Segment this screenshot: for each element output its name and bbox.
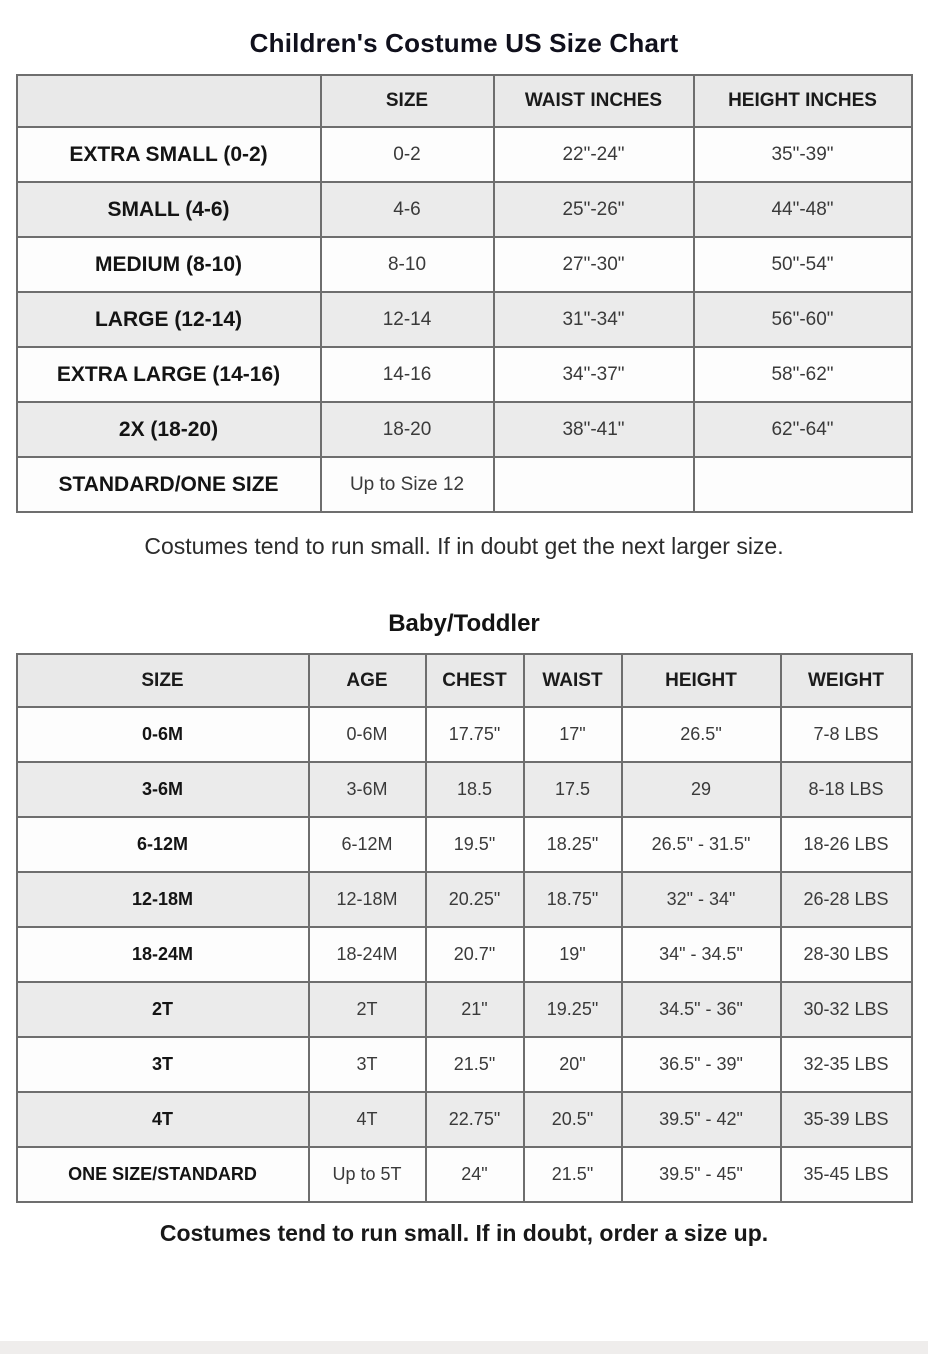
data-cell: 30-32 LBS bbox=[781, 982, 912, 1037]
data-cell: 21" bbox=[426, 982, 524, 1037]
row-label-cell: 6-12M bbox=[17, 817, 309, 872]
data-cell: 17" bbox=[524, 707, 622, 762]
data-cell: 18.75" bbox=[524, 872, 622, 927]
baby-toddler-table-header bbox=[17, 654, 912, 707]
data-cell: Up to 5T bbox=[309, 1147, 426, 1202]
table-row bbox=[17, 237, 912, 292]
table-row bbox=[17, 982, 912, 1037]
data-cell: 27"-30" bbox=[494, 237, 694, 292]
baby-toddler-table bbox=[16, 653, 913, 1203]
data-cell: 6-12M bbox=[309, 817, 426, 872]
data-cell: 56"-60" bbox=[694, 292, 912, 347]
row-label-cell: 2X (18-20) bbox=[17, 402, 321, 457]
data-cell: 35-45 LBS bbox=[781, 1147, 912, 1202]
data-cell: 39.5" - 45" bbox=[622, 1147, 781, 1202]
bottom-strip bbox=[0, 1341, 928, 1354]
data-cell: 19.25" bbox=[524, 982, 622, 1037]
table-row bbox=[17, 347, 912, 402]
data-cell: 0-6M bbox=[309, 707, 426, 762]
data-cell: 34" - 34.5" bbox=[622, 927, 781, 982]
data-cell: 35"-39" bbox=[694, 127, 912, 182]
data-cell: 22"-24" bbox=[494, 127, 694, 182]
data-cell: 4-6 bbox=[321, 182, 494, 237]
data-cell: 18.25" bbox=[524, 817, 622, 872]
data-cell: 3T bbox=[309, 1037, 426, 1092]
data-cell: 0-2 bbox=[321, 127, 494, 182]
data-cell: 7-8 LBS bbox=[781, 707, 912, 762]
data-cell: 20.25" bbox=[426, 872, 524, 927]
data-cell: 21.5" bbox=[426, 1037, 524, 1092]
data-cell: 20.7" bbox=[426, 927, 524, 982]
data-cell: 19" bbox=[524, 927, 622, 982]
data-cell: 20" bbox=[524, 1037, 622, 1092]
data-cell: 36.5" - 39" bbox=[622, 1037, 781, 1092]
data-cell: 4T bbox=[309, 1092, 426, 1147]
table-row bbox=[17, 1147, 912, 1202]
header-row bbox=[17, 654, 912, 707]
data-cell: 18-24M bbox=[309, 927, 426, 982]
data-cell: 17.75" bbox=[426, 707, 524, 762]
costume-size-table-header bbox=[17, 75, 912, 127]
table-row bbox=[17, 457, 912, 512]
header-cell bbox=[17, 75, 321, 127]
data-cell: 26-28 LBS bbox=[781, 872, 912, 927]
header-cell: SIZE bbox=[321, 75, 494, 127]
table-row bbox=[17, 762, 912, 817]
data-cell: 3-6M bbox=[309, 762, 426, 817]
data-cell: 26.5" - 31.5" bbox=[622, 817, 781, 872]
row-label-cell: 3T bbox=[17, 1037, 309, 1092]
data-cell: 21.5" bbox=[524, 1147, 622, 1202]
data-cell: 39.5" - 42" bbox=[622, 1092, 781, 1147]
data-cell: 18.5 bbox=[426, 762, 524, 817]
row-label-cell: 3-6M bbox=[17, 762, 309, 817]
data-cell: 18-26 LBS bbox=[781, 817, 912, 872]
table-row bbox=[17, 402, 912, 457]
data-cell: 34.5" - 36" bbox=[622, 982, 781, 1037]
data-cell: 44"-48" bbox=[694, 182, 912, 237]
row-label-cell: SMALL (4-6) bbox=[17, 182, 321, 237]
table-row bbox=[17, 817, 912, 872]
data-cell: 19.5" bbox=[426, 817, 524, 872]
header-cell: WEIGHT bbox=[781, 654, 912, 707]
data-cell: 20.5" bbox=[524, 1092, 622, 1147]
row-label-cell: 12-18M bbox=[17, 872, 309, 927]
header-cell: HEIGHT INCHES bbox=[694, 75, 912, 127]
costume-size-table-body bbox=[17, 127, 912, 512]
data-cell: 38"-41" bbox=[494, 402, 694, 457]
table-row bbox=[17, 127, 912, 182]
data-cell bbox=[694, 457, 912, 512]
header-cell: SIZE bbox=[17, 654, 309, 707]
baby-toddler-note: Costumes tend to run small. If in doubt, order a size up. bbox=[159, 1220, 769, 1246]
data-cell: 62"-64" bbox=[694, 402, 912, 457]
row-label-cell: EXTRA SMALL (0-2) bbox=[17, 127, 321, 182]
row-label-cell: MEDIUM (8-10) bbox=[17, 237, 321, 292]
data-cell: Up to Size 12 bbox=[321, 457, 494, 512]
data-cell: 17.5 bbox=[524, 762, 622, 817]
table-row bbox=[17, 292, 912, 347]
table-row bbox=[17, 872, 912, 927]
baby-toddler-table-body bbox=[17, 707, 912, 1202]
data-cell: 22.75" bbox=[426, 1092, 524, 1147]
header-cell: WAIST bbox=[524, 654, 622, 707]
costume-note: Costumes tend to run small. If in doubt get the next larger size. bbox=[144, 533, 784, 559]
data-cell: 28-30 LBS bbox=[781, 927, 912, 982]
row-label-cell: 18-24M bbox=[17, 927, 309, 982]
baby-toddler-section-title: Baby/Toddler bbox=[388, 610, 540, 637]
row-label-cell: 4T bbox=[17, 1092, 309, 1147]
costume-size-table bbox=[16, 74, 913, 513]
data-cell: 34"-37" bbox=[494, 347, 694, 402]
data-cell: 29 bbox=[622, 762, 781, 817]
page-title: Children's Costume US Size Chart bbox=[249, 28, 679, 58]
table-row bbox=[17, 707, 912, 762]
row-label-cell: LARGE (12-14) bbox=[17, 292, 321, 347]
header-row bbox=[17, 75, 912, 127]
table-row bbox=[17, 927, 912, 982]
row-label-cell: ONE SIZE/STANDARD bbox=[17, 1147, 309, 1202]
data-cell: 50"-54" bbox=[694, 237, 912, 292]
data-cell: 26.5" bbox=[622, 707, 781, 762]
data-cell: 32-35 LBS bbox=[781, 1037, 912, 1092]
data-cell: 18-20 bbox=[321, 402, 494, 457]
data-cell: 2T bbox=[309, 982, 426, 1037]
data-cell: 12-18M bbox=[309, 872, 426, 927]
data-cell: 12-14 bbox=[321, 292, 494, 347]
table-row bbox=[17, 182, 912, 237]
header-cell: AGE bbox=[309, 654, 426, 707]
data-cell: 24" bbox=[426, 1147, 524, 1202]
data-cell: 8-18 LBS bbox=[781, 762, 912, 817]
data-cell: 58"-62" bbox=[694, 347, 912, 402]
header-cell: CHEST bbox=[426, 654, 524, 707]
row-label-cell: STANDARD/ONE SIZE bbox=[17, 457, 321, 512]
header-cell: HEIGHT bbox=[622, 654, 781, 707]
row-label-cell: 2T bbox=[17, 982, 309, 1037]
data-cell: 14-16 bbox=[321, 347, 494, 402]
row-label-cell: EXTRA LARGE (14-16) bbox=[17, 347, 321, 402]
data-cell bbox=[494, 457, 694, 512]
data-cell: 32" - 34" bbox=[622, 872, 781, 927]
data-cell: 31"-34" bbox=[494, 292, 694, 347]
table-row bbox=[17, 1037, 912, 1092]
data-cell: 25"-26" bbox=[494, 182, 694, 237]
data-cell: 35-39 LBS bbox=[781, 1092, 912, 1147]
data-cell: 8-10 bbox=[321, 237, 494, 292]
header-cell: WAIST INCHES bbox=[494, 75, 694, 127]
row-label-cell: 0-6M bbox=[17, 707, 309, 762]
table-row bbox=[17, 1092, 912, 1147]
